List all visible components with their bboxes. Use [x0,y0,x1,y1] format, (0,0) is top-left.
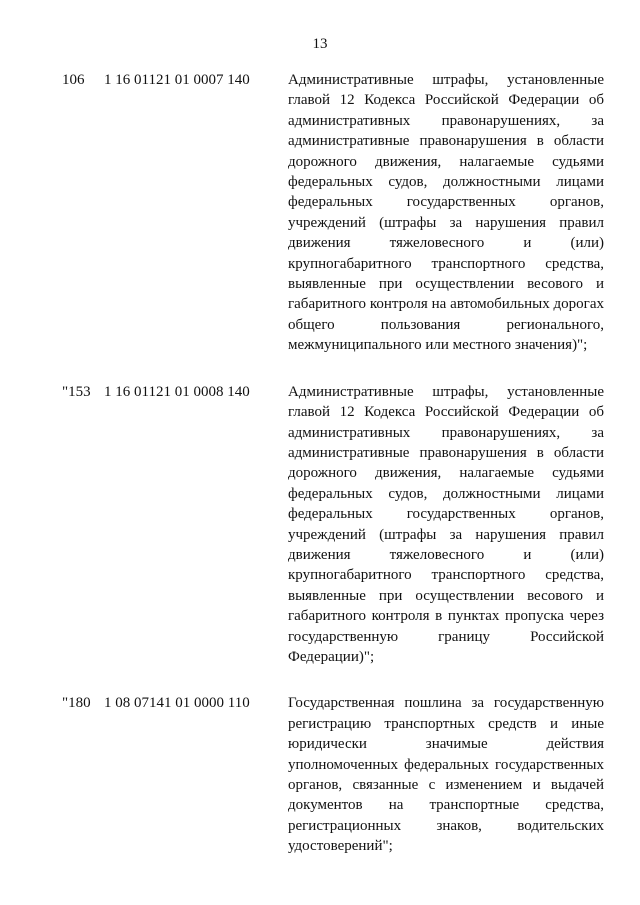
code-table [62,70,622,883]
description-line: выявленные при осуществлении весового и [288,587,604,604]
table-row [62,382,622,668]
description-line: главой 12 Кодекса Российской Федерации об [288,92,604,109]
description-line: габаритного контроля в пунктах пропуска через [288,608,604,625]
budget-classification-code: 1 08 07141 01 0000 110 [104,695,250,712]
description-line: габаритного контроля на автомобильных дорогах [288,296,604,313]
description-line: регистрацию транспортных средств и иные [288,715,604,732]
description-line: федеральных государственных органов, [288,506,604,523]
description-line: федеральных судов, должностными лицами [288,174,604,191]
description-line: регистрационных знаков, водительских [288,817,604,834]
description-line: движения тяжеловесного и (или) [288,235,604,252]
description-line: Административные штрафы, установленные [288,383,604,400]
description-line: дорожного движения, налагаемые судьями [288,465,604,482]
description-line: органов, связанные с изменением и выдачей [288,777,604,793]
description-line: Государственная пошлина за государственную [288,695,604,712]
row-description [288,382,604,668]
description-line: документов на транспортные средства, [288,797,604,814]
description-line: федеральных судов, должностными лицами [288,485,604,502]
row-description [288,693,604,856]
description-line: удостоверений"; [288,838,393,855]
description-line: юридически значимые действия [288,736,604,753]
description-line: выявленные при осуществлении весового и [288,276,604,293]
description-line: административных правонарушениях, за [288,112,604,129]
table-row [62,70,622,356]
description-line: Федерации)"; [288,648,375,665]
page-number: 13 [312,36,328,52]
row-number: "153 [62,383,91,400]
description-line: дорожного движения, налагаемые судьями [288,153,604,170]
description-line: учреждений (штрафы за нарушения правил [288,214,604,231]
description-line: общего пользования регионального, [288,316,604,333]
budget-classification-code: 1 16 01121 01 0007 140 [104,72,250,88]
row-number: 106 [62,72,85,88]
budget-classification-code: 1 16 01121 01 0008 140 [104,383,250,400]
description-line: межмуниципального или местного значения)"; [288,337,588,354]
row-number: "180 [62,695,91,712]
description-line: государственную границу Российской [288,628,604,645]
description-line: административные правонарушения в области [288,133,604,150]
description-line: федеральных государственных органов, [288,194,604,211]
row-description [288,70,604,356]
description-line: крупногабаритного транспортного средства, [288,255,604,272]
description-line: Административные штрафы, установленные [288,72,604,88]
table-row [62,693,622,856]
description-line: учреждений (штрафы за нарушения правил [288,526,604,543]
description-line: административных правонарушениях, за [288,424,604,441]
description-line: административные правонарушения в области [288,444,604,461]
description-line: уполномоченных федеральных государственных [288,756,604,773]
description-line: крупногабаритного транспортного средства, [288,567,604,584]
description-line: движения тяжеловесного и (или) [288,546,604,563]
description-line: главой 12 Кодекса Российской Федерации об [288,404,604,421]
